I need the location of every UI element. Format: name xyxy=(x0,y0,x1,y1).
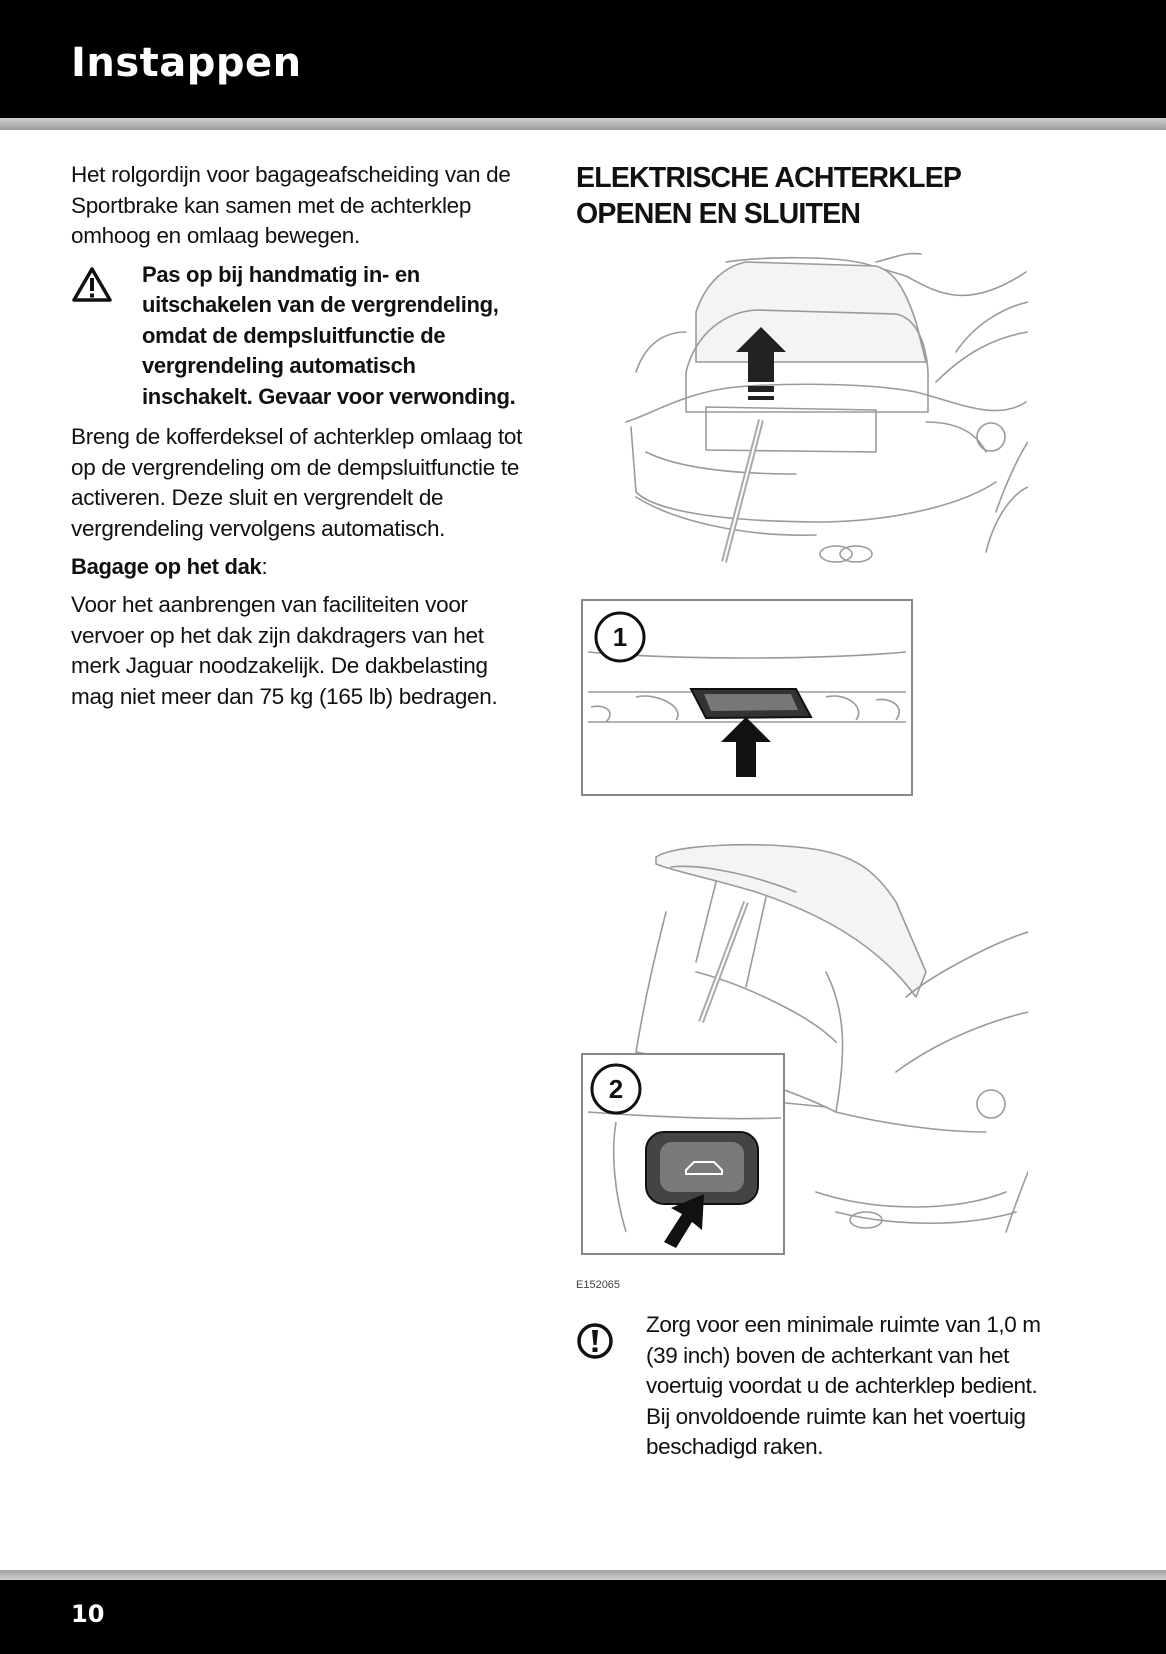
roof-luggage-heading xyxy=(71,552,531,582)
paragraph-roof-load: Voor het aanbrengen van faciliteiten voor vervoer op het dak zijn dakdragers van het merk Jaguar noodzakelijk. De dakbelasting mag niet meer dan 75 kg (165 lb) bedragen. xyxy=(71,592,498,709)
right-column xyxy=(576,160,1036,232)
page-footer xyxy=(0,1580,1166,1654)
callout-number-2: 2 xyxy=(608,1074,624,1104)
figure-id: E152065 xyxy=(576,1279,621,1291)
paragraph-luggage-blind: Het rolgordijn voor bagageafscheiding van de Sportbrake kan samen met de achterklep omhoog en omlaag bewegen. xyxy=(71,162,511,248)
chapter-title: Instappen xyxy=(71,40,302,86)
section-title: ELEKTRISCHE ACHTERKLEP OPENEN EN SLUITEN xyxy=(576,162,961,230)
footer-divider xyxy=(0,1570,1166,1580)
tailgate-illustration xyxy=(576,252,1028,1296)
header-divider xyxy=(0,118,1166,130)
warning-triangle-icon xyxy=(71,266,113,304)
page-number: 10 xyxy=(71,1600,105,1628)
paragraph-soft-close: Breng de kofferdeksel of achterklep omlaag tot op de vergrendeling om de dempsluitfunctie te activeren. Deze sluit en vergrendelt de vergrendeling vervolgens automatisch. xyxy=(71,424,523,541)
page-header xyxy=(0,0,1166,118)
warning-text: Pas op bij handmatig in- en uitschakelen van de vergrendeling, omdat de dempsluitfunctie de vergrendeling automatisch inschakelt. Gevaar voor verwonding. xyxy=(142,261,516,409)
roof-luggage-heading-colon: : xyxy=(261,554,268,579)
caution-exclamation-icon xyxy=(576,1322,614,1360)
warning-block xyxy=(71,260,531,413)
caution-text: Zorg voor een minimale ruimte van 1,0 m (39 inch) boven de achterkant van het voertuig voordat u de achterklep bedient. Bij onvoldoende ruimte kan het voertuig beschadigd raken. xyxy=(646,1312,1041,1459)
roof-luggage-heading-text: Bagage op het dak xyxy=(71,554,262,579)
callout-number-1: 1 xyxy=(612,622,628,652)
left-column xyxy=(71,160,531,720)
